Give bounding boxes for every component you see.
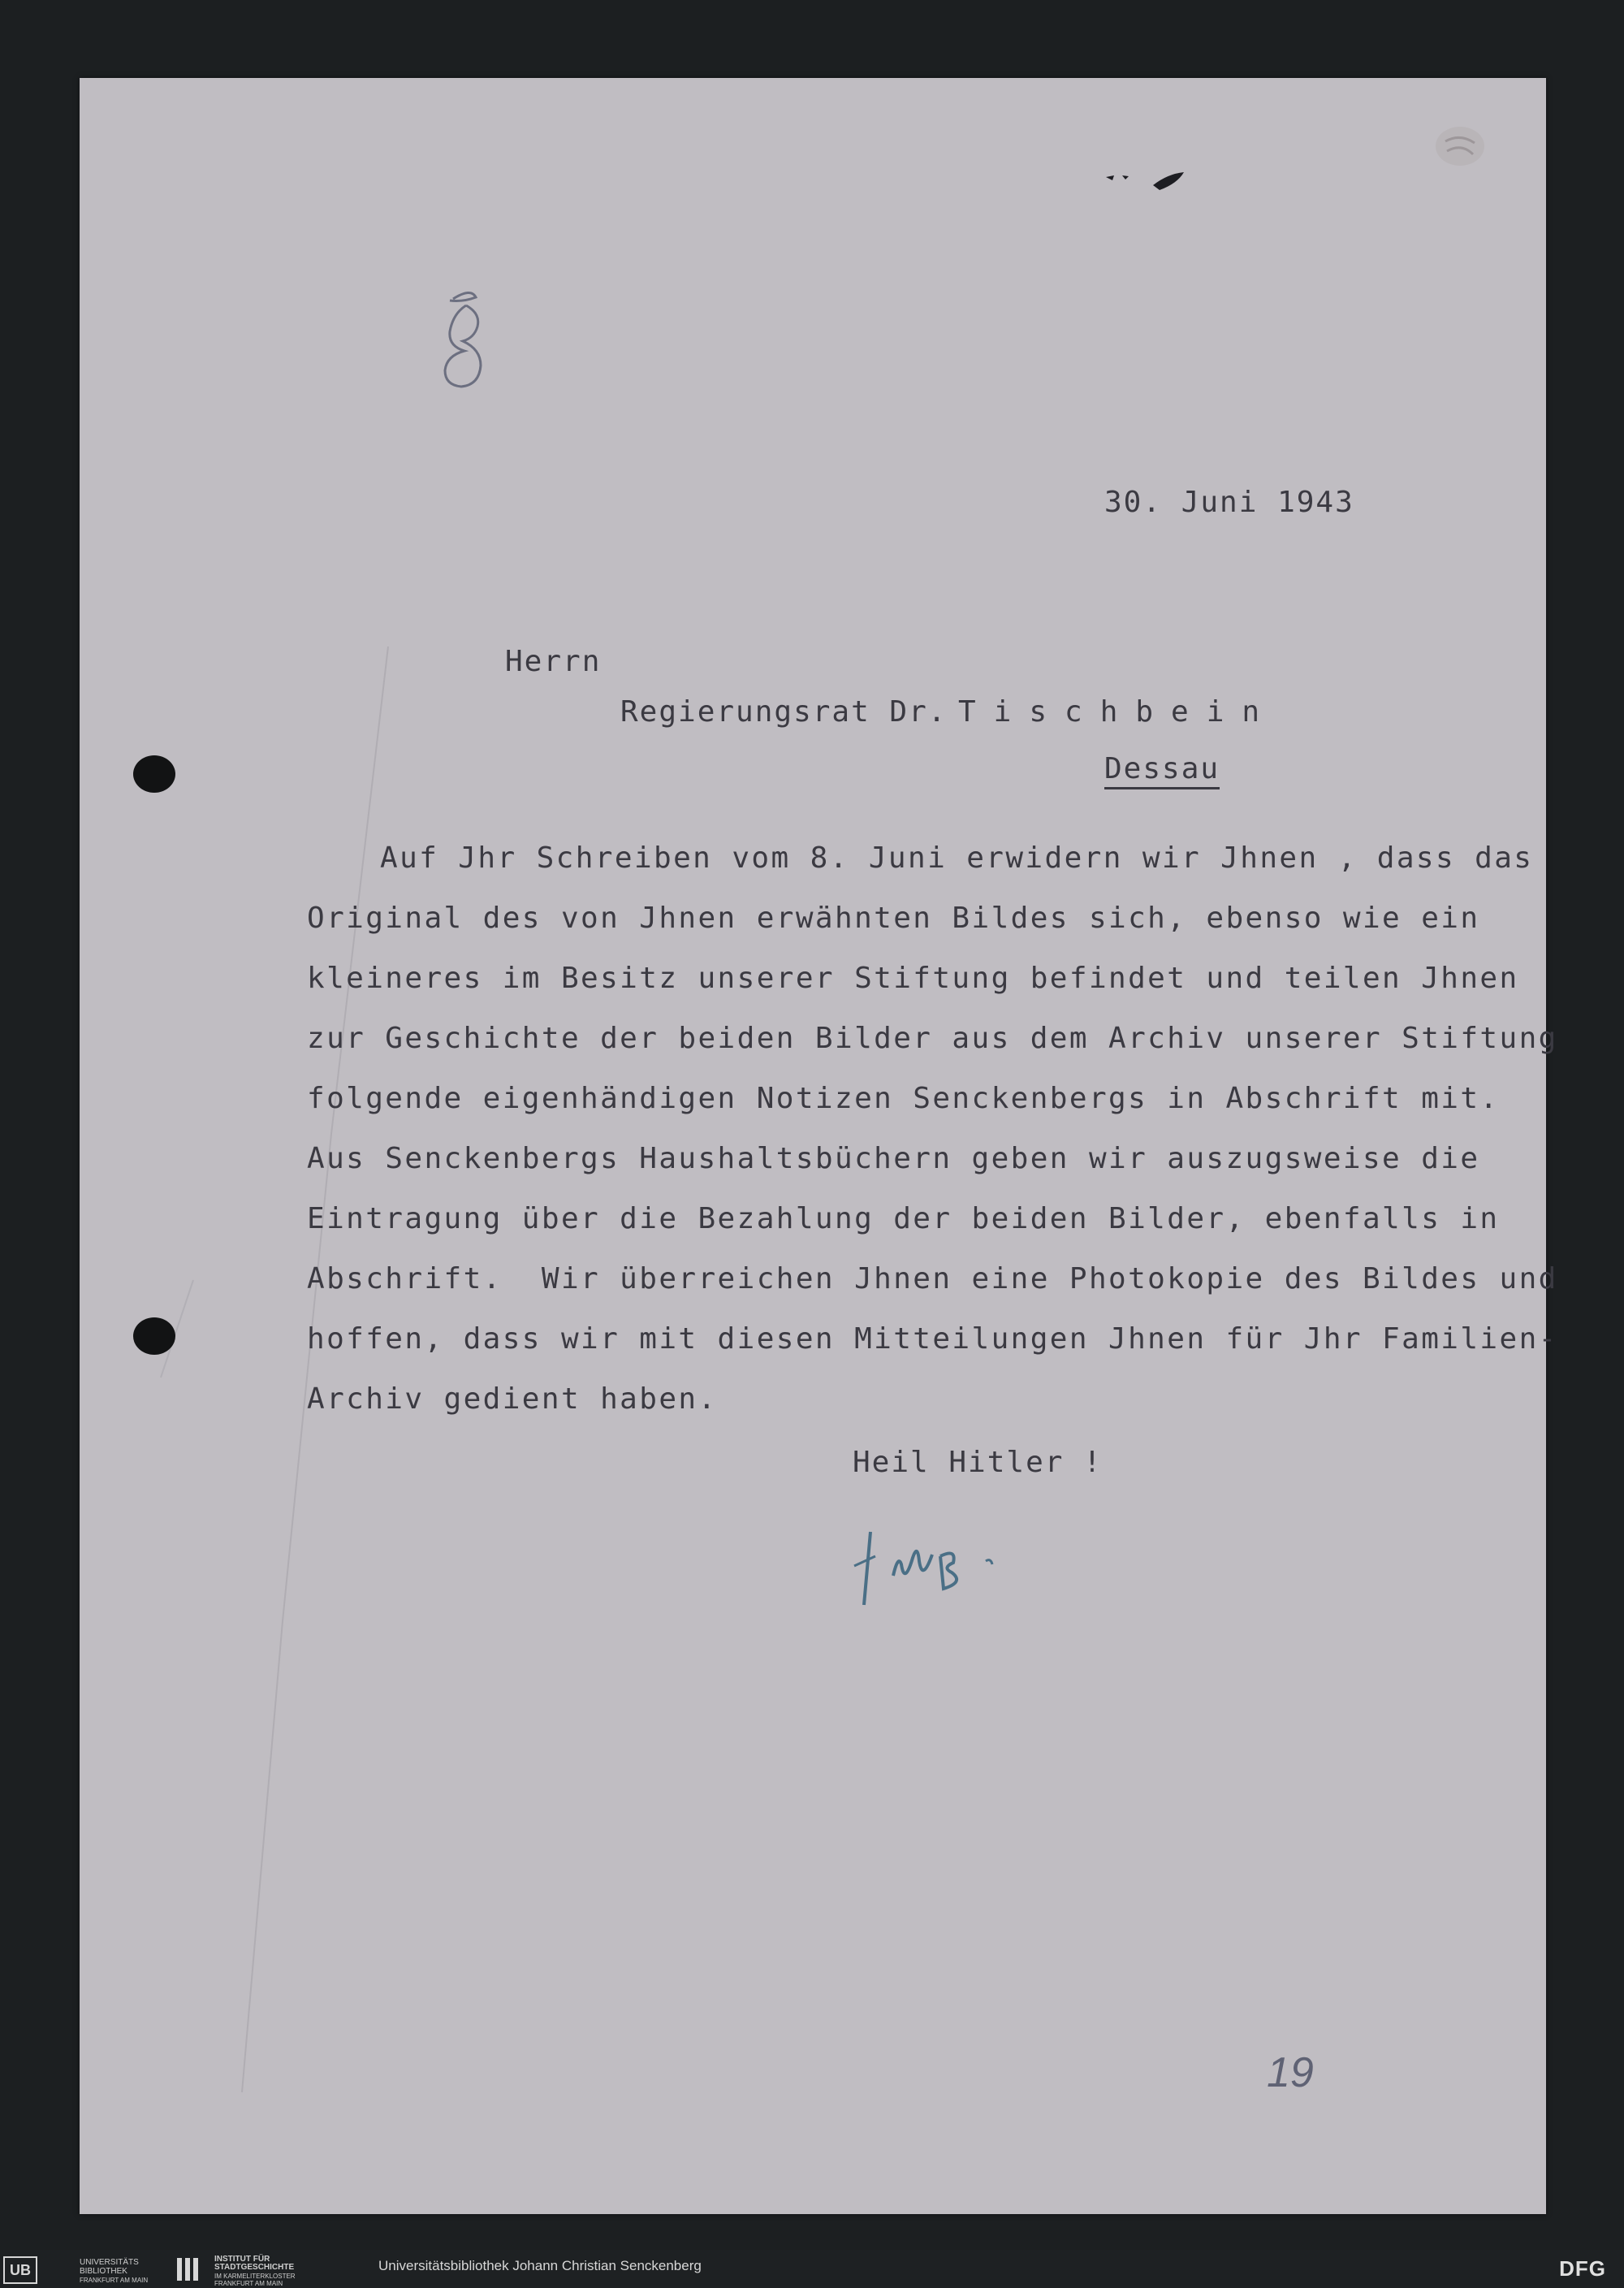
body-line: Aus Senckenbergs Haushaltsbüchern geben wir auszugsweise die [307,1142,1480,1175]
letter-page [80,78,1558,2214]
library-name: Universitätsbibliothek Johann Christian Senckenberg [378,2258,702,2273]
letter-date: 30. Juni 1943 [1104,486,1354,519]
ub-name-line-2: BIBLIOTHEK [80,2267,127,2276]
isg-name-line-4: FRANKFURT AM MAIN [214,2280,283,2287]
body-line: Auf Jhr Schreiben vom 8. Juni erwidern wir Jhnen , dass das [380,841,1534,875]
body-line: kleineres im Besitz unserer Stiftung befindet und teilen Jhnen [307,962,1519,995]
ub-logo: UB [3,2256,37,2284]
recipient-name: Tischbein [958,695,1278,729]
ub-name-line-3: FRANKFURT AM MAIN [80,2277,149,2284]
closing-line: Heil Hitler ! [853,1446,1103,1479]
dfg-logo: DFG [1559,2256,1606,2281]
stamp-mark [1427,119,1492,175]
isg-name-line-3: IM KARMELITERKLOSTER [214,2273,296,2280]
pencil-page-number: 19 [1267,2049,1314,2096]
ub-name-line-1: UNIVERSITÄTS [80,2258,139,2267]
body-line: Abschrift. Wir überreichen Jhnen eine Photokopie des Bildes und [307,1262,1558,1295]
body-line: Archiv gedient haben. [307,1382,718,1416]
isg-logo-icon [175,2256,200,2282]
body-line: Eintragung über die Bezahlung der beiden Bilder, ebenfalls in [307,1202,1500,1235]
isg-name-line-1: INSTITUT FÜR [214,2255,270,2264]
isg-name-line-2: STADTGESCHICHTE [214,2263,295,2272]
recipient-city: Dessau [1104,752,1220,789]
footer-bar [0,2250,1624,2288]
body-line: hoffen, dass wir mit diesen Mitteilungen Jhnen für Jhr Familien- [307,1322,1558,1356]
salutation-line: Herrn [505,645,602,678]
recipient-prefix: Regierungsrat Dr. [620,695,948,729]
pencil-annotation-letter [429,281,502,395]
punch-hole-bottom [133,1317,175,1355]
body-line: Original des von Jhnen erwähnten Bildes sich, ebenso wie ein [307,902,1480,935]
body-line: zur Geschichte der beiden Bilder aus dem Archiv unserer Stiftung [307,1022,1558,1055]
ink-smudge [1103,166,1208,198]
body-line: folgende eigenhändigen Notizen Senckenbergs in Abschrift mit. [307,1082,1500,1115]
handwritten-signature [851,1507,1013,1613]
punch-hole-top [133,755,175,793]
